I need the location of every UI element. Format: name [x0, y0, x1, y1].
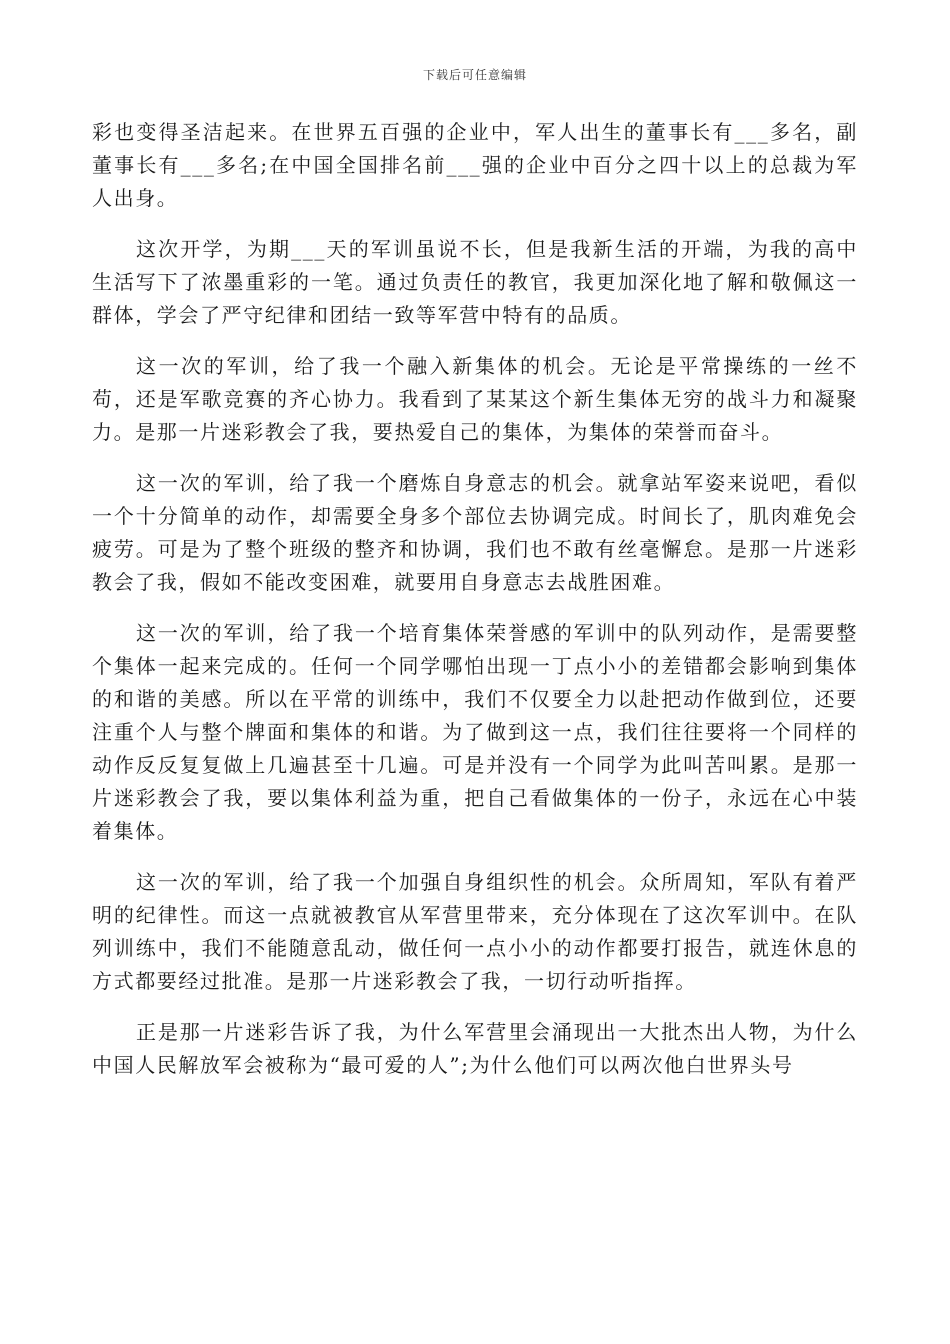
document-body — [92, 116, 858, 1100]
paragraph-3: 这一次的军训，给了我一个融入新集体的机会。无论是平常操练的一丝不苟，还是军歌竞赛的齐心协力。我看到了某某这个新生集体无穷的战斗力和凝聚力。是那一片迷彩教会了我，要热爱自己的集体，为集体的荣誉而奋斗。 — [92, 354, 858, 444]
page-header: 下载后可任意编辑 — [422, 68, 527, 82]
paragraph-4: 这一次的军训，给了我一个磨炼自身意志的机会。就拿站军姿来说吧，看似一个十分简单的动作，却需要全身多个部位去协调完成。时间长了，肌肉难免会疲劳。可是为了整个班级的整齐和协调，我们也不敢有丝毫懈怠。是那一片迷彩教会了我，假如不能改变困难，就要用自身意志去战胜困难。 — [92, 471, 858, 594]
paragraph-6: 这一次的军训，给了我一个加强自身组织性的机会。众所周知，军队有着严明的纪律性。而这一点就被教官从军营里带来，充分体现在了这次军训中。在队列训练中，我们不能随意乱动，做任何一点小小的动作都要打报告，就连休息的方式都要经过批准。是那一片迷彩教会了我，一切行动听指挥。 — [92, 870, 858, 993]
paragraph-7: 正是那一片迷彩告诉了我，为什么军营里会涌现出一大批杰出人物，为什么中国人民解放军会被称为“最可爱的人”;为什么他们可以两次他白世界头号 — [92, 1020, 858, 1077]
paragraph-5: 这一次的军训，给了我一个培育集体荣誉感的军训中的队列动作，是需要整个集体一起来完成的。任何一个同学哪怕出现一丁点小小的差错都会影响到集体的和谐的美感。所以在平常的训练中，我们不仅要全力以赴把动作做到位，还要注重个人与整个牌面和集体的和谐。为了做到这一点，我们往往要将一个同样的动作反反复复做上几遍甚至十几遍。可是并没有一个同学为此叫苦叫累。是那一片迷彩教会了我，要以集体利益为重，把自己看做集体的一份子，永远在心中装着集体。 — [92, 621, 858, 843]
paragraph-2: 这次开学，为期___天的军训虽说不长，但是我新生活的开端，为我的高中生活写下了浓墨重彩的一笔。通过负责任的教官，我更加深化地了解和敬佩这一群体，学会了严守纪律和团结一致等军营中特有的品质。 — [92, 237, 858, 327]
paragraph-1: 彩也变得圣洁起来。在世界五百强的企业中，军人出生的董事长有___多名，副董事长有___多名;在中国全国排名前___强的企业中百分之四十以上的总裁为军人出身。 — [92, 120, 858, 210]
